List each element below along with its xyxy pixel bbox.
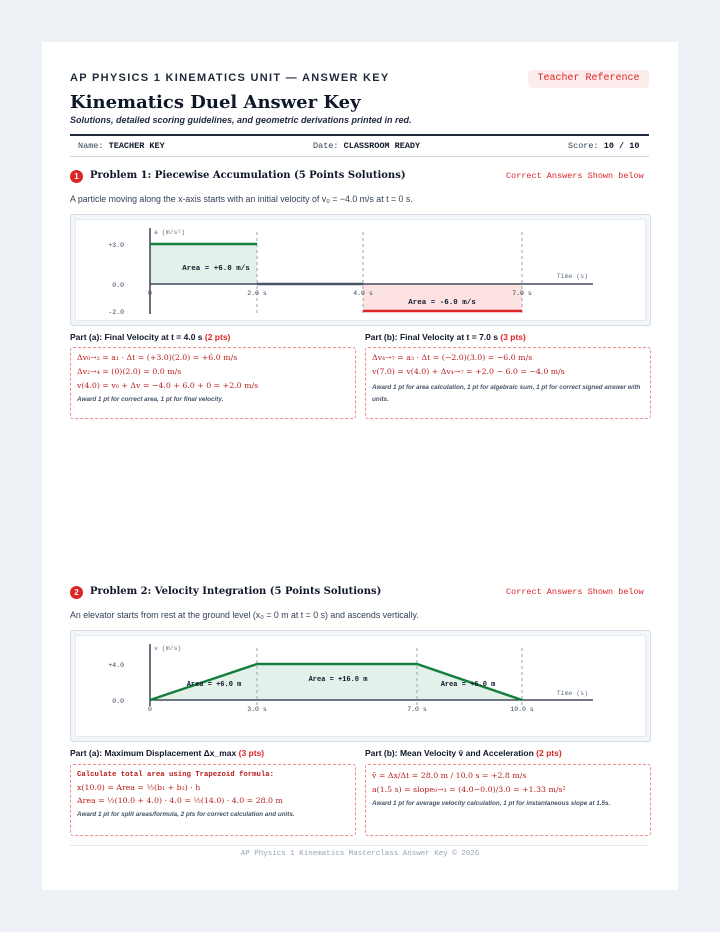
answer-line: Δv₂→₄ = (0)(2.0) = 0.0 m/s [77, 367, 182, 376]
answer-line: Δv₀→₂ = a₁ · Δt = (+3.0)(2.0) = +6.0 m/s [77, 353, 238, 362]
velocity-graph-panel [70, 630, 651, 742]
x-tick-label: 0 [148, 706, 152, 713]
name-field: Name: TEACHER KEY [78, 141, 165, 151]
acceleration-time-graph [76, 220, 643, 320]
x-tick-label: 7.0 s [407, 706, 427, 713]
date-field: Date: CLASSROOM READY [313, 141, 421, 151]
answer-line: x(10.0) = Area = ½(b₁ + b₂) · h [77, 783, 201, 792]
unit-heading: AP PHYSICS 1 KINEMATICS UNIT — ANSWER KEY [70, 72, 390, 84]
info-divider [70, 156, 649, 157]
page-subtitle: Solutions, detailed scoring guidelines, and geometric derivations printed in red. [70, 115, 412, 125]
answer-line: a(1.5 s) = slope₀→₃ = (4.0−0.0)/3.0 = +1.33 m/s² [372, 785, 566, 794]
problem-2-intro: An elevator starts from rest at the ground level (x₀ = 0 m at t = 0 s) and ascends vertically. [70, 610, 419, 620]
problem-1-part-a-answer-box [70, 347, 356, 419]
scoring-note: Award 1 pt for average velocity calculation, 1 pt for instantaneous slope at 1.5s. [372, 800, 611, 807]
scoring-note: Award 1 pt for correct area, 1 pt for final velocity. [77, 396, 224, 403]
area-label-accel-phase: Area = +6.0 m [186, 681, 242, 689]
y-axis-label: v (m/s) [154, 645, 182, 652]
answer-line: v(4.0) = v₀ + Δv = −4.0 + 6.0 + 0 = +2.0 m/s [77, 381, 259, 390]
velocity-time-graph [76, 636, 643, 736]
y-tick-label: +3.0 [108, 242, 124, 249]
answer-line: Area = ½(10.0 + 4.0) · 4.0 = ½(14.0) · 4.0 = 28.0 m [77, 796, 283, 805]
positive-area-region [150, 244, 257, 284]
x-tick-label: 7.0 s [512, 290, 532, 297]
problem-2-part-b-answer-box [365, 764, 651, 836]
problem-1-intro: A particle moving along the x-axis starts with an initial velocity of v₀ = −4.0 m/s at t = 0 s. [70, 194, 413, 204]
x-tick-label: 10.0 s [510, 706, 534, 713]
x-tick-label: 3.0 s [247, 706, 267, 713]
page-title: Kinematics Duel Answer Key [70, 92, 361, 113]
x-tick-label: 0 [148, 290, 152, 297]
problem-1-part-b-header: Part (b): Final Velocity at t = 7.0 s (3 pts) [365, 332, 526, 342]
x-tick-label: 4.0 s [353, 290, 373, 297]
y-axis-label: a (m/s²) [154, 229, 186, 236]
footer-divider [70, 845, 649, 846]
acceleration-graph-panel [70, 214, 651, 326]
x-tick-label: 2.0 s [247, 290, 267, 297]
problem-1-part-a-header: Part (a): Final Velocity at t = 4.0 s (2 pts) [70, 332, 231, 342]
scoring-note: Award 1 pt for area calculation, 1 pt for algebraic sum, 1 pt for correct signed answer with units. [372, 384, 641, 403]
answer-line: v(7.0) = v(4.0) + Δv₄→₇ = +2.0 − 6.0 = −4.0 m/s [372, 367, 565, 376]
answer-key-sheet [42, 42, 678, 890]
answer-line: Calculate total area using Trapezoid formula: [77, 771, 275, 779]
header-divider [70, 134, 649, 136]
problem-2-correct-note: Correct Answers Shown below [506, 587, 644, 597]
x-axis-label: Time (s) [556, 273, 588, 280]
problem-1-correct-note: Correct Answers Shown below [506, 171, 644, 181]
answer-line: v̄ = Δx/Δt = 28.0 m / 10.0 s = +2.8 m/s [372, 771, 527, 780]
problem-2-part-b-header: Part (b): Mean Velocity v̄ and Acceleration (2 pts) [365, 748, 562, 758]
problem-2-title: Problem 2: Velocity Integration (5 Points Solutions) [90, 586, 382, 597]
scoring-note: Award 1 pt for split areas/formula, 2 pts for correct calculation and units. [77, 811, 295, 818]
area-label-constant-phase: Area = +16.0 m [308, 676, 368, 684]
problem-1-title: Problem 1: Piecewise Accumulation (5 Points Solutions) [90, 170, 406, 181]
y-tick-label: +4.0 [108, 662, 124, 669]
area-label-decel-phase: Area = +6.0 m [440, 681, 496, 689]
teacher-reference-badge: Teacher Reference [528, 70, 649, 88]
page-footer: AP Physics 1 Kinematics Masterclass Answer Key © 2026 [240, 850, 480, 858]
x-axis-label: Time (s) [556, 690, 588, 697]
area-label-positive: Area = +6.0 m/s [182, 265, 250, 273]
answer-line: Δv₄→₇ = a₃ · Δt = (−2.0)(3.0) = −6.0 m/s [372, 353, 533, 362]
y-tick-label: -2.0 [108, 309, 124, 316]
score-field: Score: 10 / 10 [568, 141, 640, 151]
problem-2-part-a-header: Part (a): Maximum Displacement Δx_max (3 pts) [70, 748, 265, 758]
problem-2-part-a-answer-box [70, 764, 356, 836]
problem-2-number-badge: 2 [70, 586, 83, 599]
y-tick-label: 0.0 [112, 282, 124, 289]
area-label-negative: Area = -6.0 m/s [408, 299, 476, 307]
problem-1-number-badge: 1 [70, 170, 83, 183]
y-tick-label: 0.0 [112, 698, 124, 705]
problem-1-part-b-answer-box [365, 347, 651, 419]
